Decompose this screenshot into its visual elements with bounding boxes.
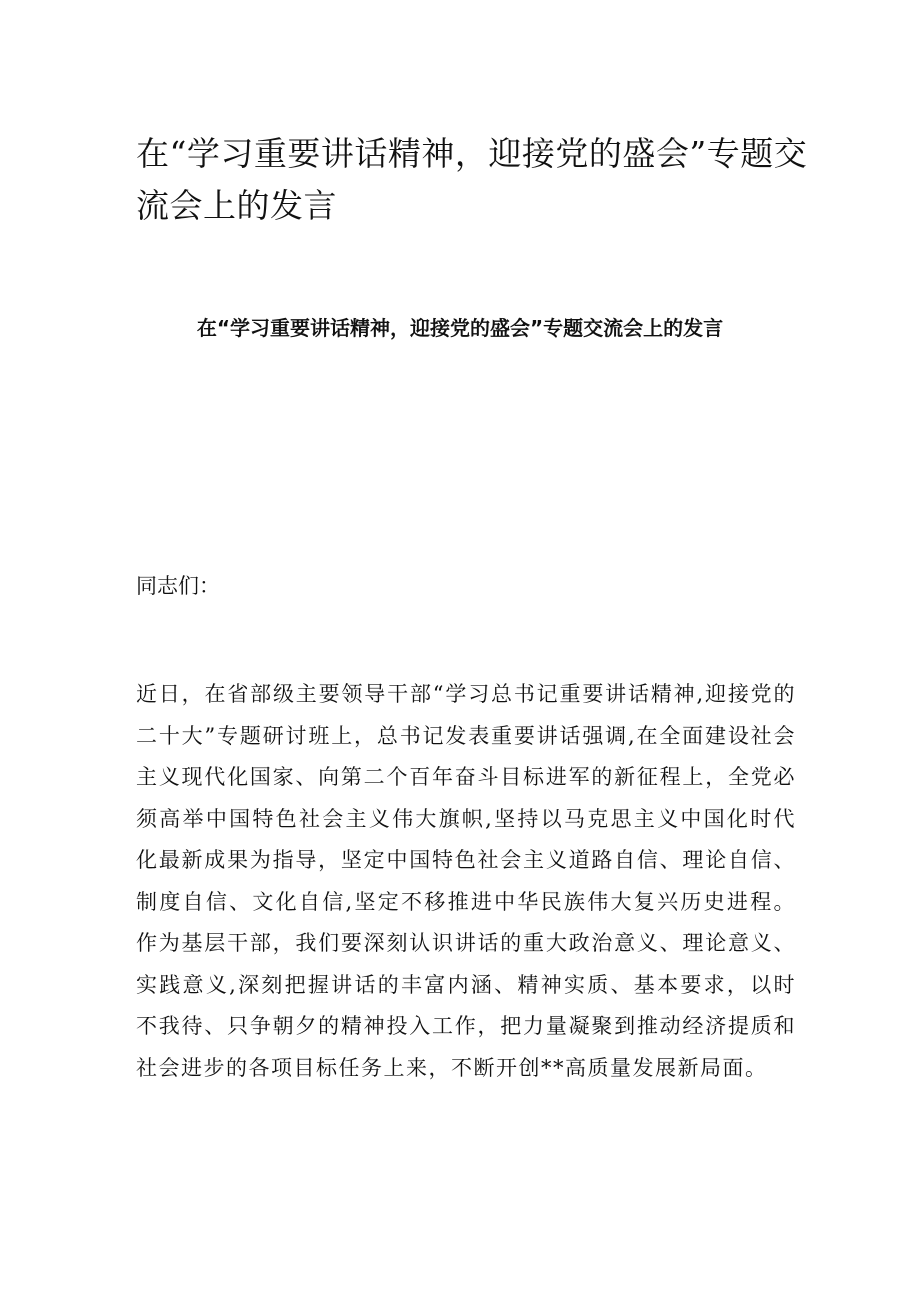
salutation: 同志们： [136,574,220,598]
document-title: 在“学习重要讲话精神，迎接党的盛会”专题交流会上的发言 [136,134,808,225]
document-subtitle: 在“学习重要讲话精神，迎接党的盛会”专题交流会上的发言 [196,316,724,340]
body-paragraph: 近日，在省部级主要领导干部“学习总书记重要讲话精神,迎接党的二十大”专题研讨班上，总书记发表重要讲话强调,在全面建设社会主义现代化国家、向第二个百年奋斗目标进军的新征程上，全党必须高举中国特色社会主义伟大旗帜,坚持以马克思主义中国化时代化最新成果为指导，坚定中国特色社会主义道路自信、理论自信、制度自信、文化自信,坚定不移推进中华民族伟大复兴历史进程。作为基层干部，我们要深刻认识讲话的重大政治意义、理论意义、实践意义,深刻把握讲话的丰富内涵、精神实质、基本要求，以时不我待、只争朝夕的精神投入工作，把力量凝聚到推动经济提质和社会进步的各项目标任务上来，不断开创**高质量发展新局面。 [136,682,796,1080]
